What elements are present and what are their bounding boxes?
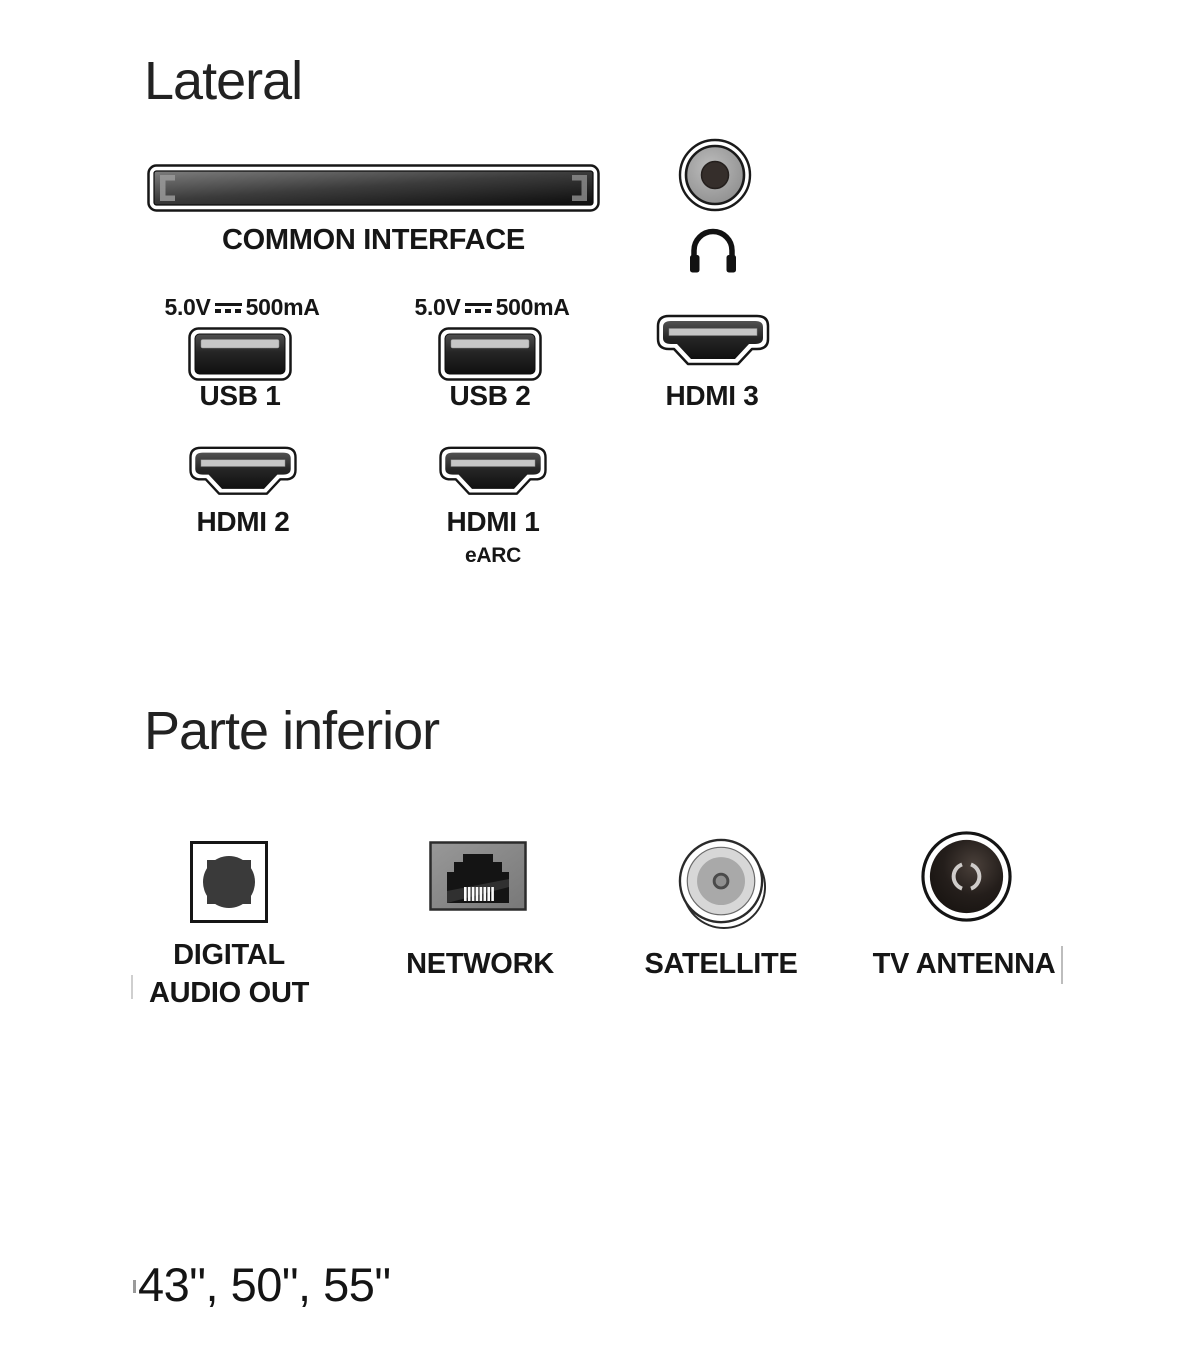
- headphones-icon: [688, 226, 738, 274]
- hdmi3-label: HDMI 3: [665, 380, 759, 411]
- hdmi1-earc-sublabel: eARC: [465, 544, 521, 567]
- usb1-voltage: 5.0V: [164, 294, 211, 320]
- tv-antenna-iec-connector-icon: [920, 831, 1013, 924]
- dc-voltage-icon: [465, 303, 492, 313]
- satellite-label: SATELLITE: [644, 948, 798, 980]
- usb1-label: USB 1: [199, 380, 281, 411]
- crop-artifact-line: [1061, 946, 1063, 984]
- crop-artifact-line: [131, 975, 133, 999]
- usb2-port usb-a-port-icon: [438, 327, 542, 381]
- section-title-lateral: Lateral: [144, 51, 303, 111]
- usb2-label: USB 2: [449, 380, 531, 411]
- toslink-optical-port-icon: [190, 841, 268, 923]
- hdmi2-port hdmi-port-icon: [186, 445, 300, 508]
- usb1-port usb-a-port-icon: [188, 327, 292, 381]
- hdmi2-label: HDMI 2: [196, 506, 290, 537]
- digital-audio-out-label-line2: AUDIO OUT: [148, 977, 309, 1009]
- section-title-parte-inferior: Parte inferior: [144, 701, 440, 761]
- tv-antenna-label: TV ANTENNA: [872, 948, 1056, 980]
- hdmi3-port hdmi-port-icon: [654, 313, 772, 379]
- dc-voltage-icon: [215, 303, 242, 313]
- satellite-f-connector-icon: [677, 837, 767, 931]
- common-interface-label: COMMON INTERFACE: [222, 224, 525, 256]
- ci-card-slot-icon: [147, 164, 600, 212]
- usb1-power-rating: [150, 294, 334, 321]
- screen-sizes-text: 43", 50", 55": [138, 1258, 391, 1311]
- rj45-ethernet-port-icon: [429, 841, 527, 911]
- crop-artifact-line: [133, 1280, 136, 1293]
- usb1-current: 500mA: [245, 294, 320, 320]
- hdmi1-label: HDMI 1: [446, 506, 540, 537]
- digital-audio-out-label-line1: DIGITAL: [173, 939, 285, 971]
- usb2-voltage: 5.0V: [414, 294, 461, 320]
- usb2-current: 500mA: [495, 294, 570, 320]
- hdmi1-port hdmi-port-icon: [436, 445, 550, 508]
- headphone-jack-icon: [677, 137, 753, 213]
- network-label: NETWORK: [406, 948, 554, 980]
- usb2-power-rating: [400, 294, 584, 321]
- digital-audio-out-label: [119, 936, 339, 1012]
